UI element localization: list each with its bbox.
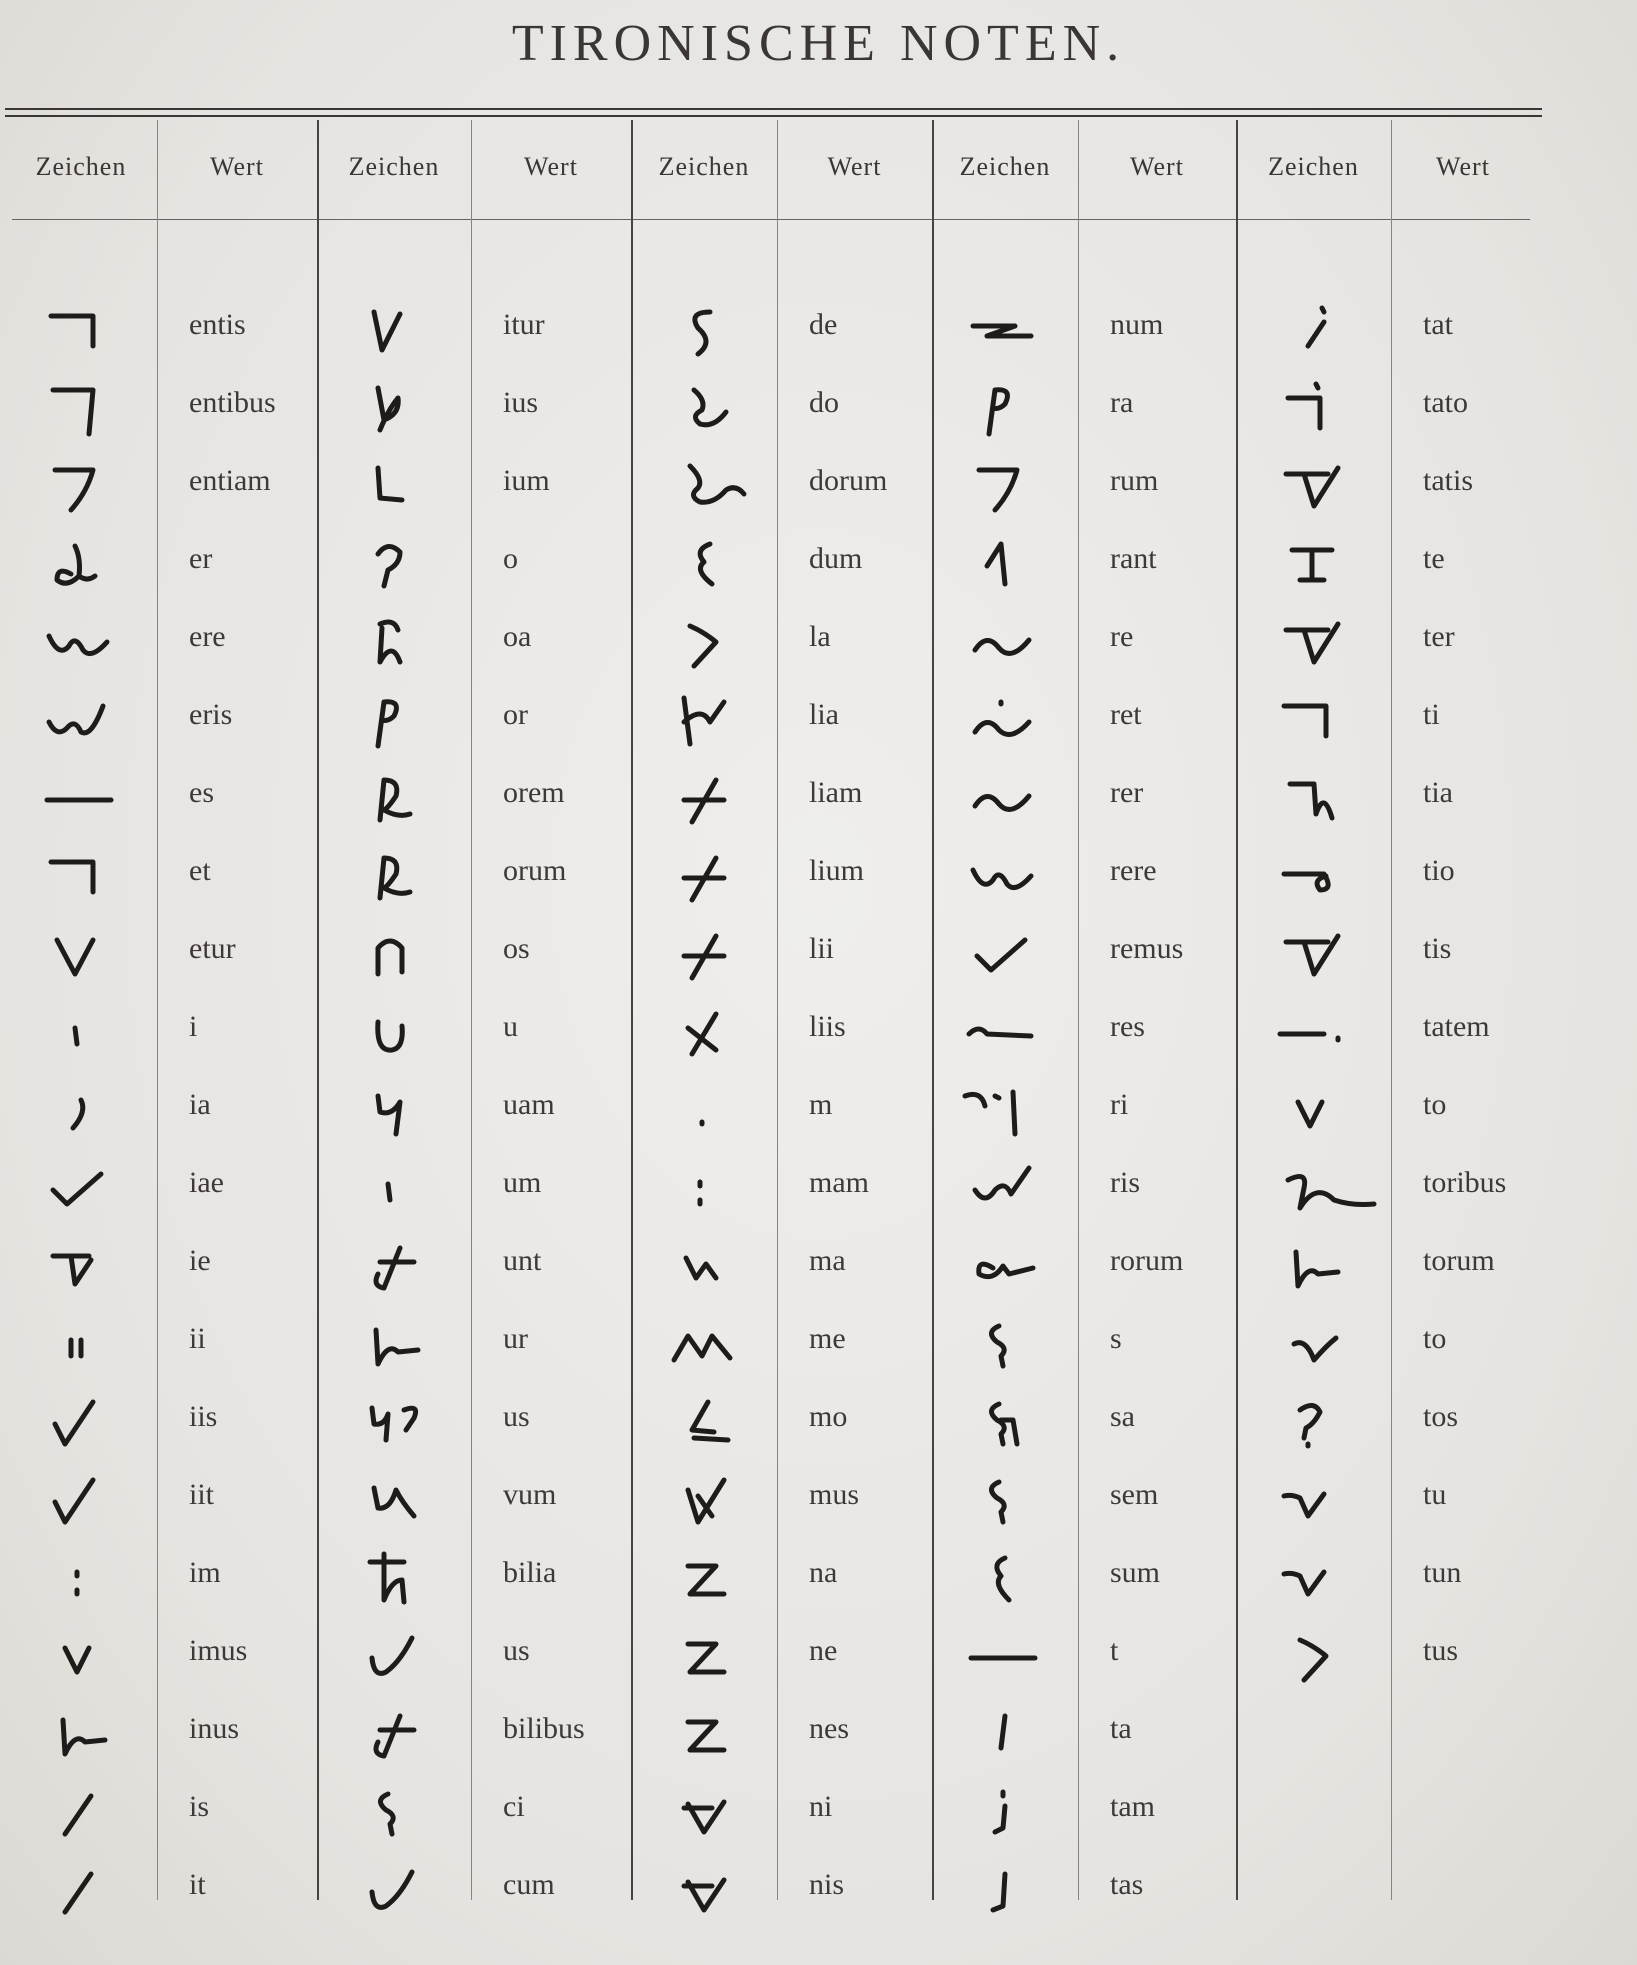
tironian-sign-y-curve [319, 1470, 469, 1534]
wert-value: inus [189, 1712, 240, 1745]
wert-value: orem [503, 776, 565, 809]
wert-value: de [809, 308, 838, 341]
wert-value: es [189, 776, 214, 809]
tironian-sign-check-tall [6, 1392, 156, 1456]
header-wert: Wert [524, 152, 578, 181]
tironian-sign-p-hook [319, 690, 469, 754]
wert-value: orum [503, 854, 567, 887]
wert-value: rant [1110, 542, 1157, 575]
tironian-sign-t-v [1239, 924, 1389, 988]
tironian-sign-corner-hook [6, 300, 156, 364]
tironian-sign-tick [6, 1002, 156, 1066]
wert-value: itur [503, 308, 545, 341]
tironian-sign-wave-loop [6, 612, 156, 676]
wert-value: iit [189, 1478, 215, 1511]
tironian-sign-s-shape [629, 300, 779, 364]
wert-value: m [809, 1088, 833, 1121]
tironian-sign-small-curve [6, 1080, 156, 1144]
tironian-sign-wave-loop [930, 846, 1080, 910]
wert-value: ris [1110, 1166, 1140, 1199]
tironian-sign-check-round [319, 1626, 469, 1690]
tironian-sign-t-v [1239, 456, 1389, 520]
tironian-sign-m-zigzag [629, 1314, 779, 1378]
wert-value: tio [1423, 854, 1455, 887]
wert-value: t [1110, 1634, 1119, 1667]
tironian-sign-tilde [930, 612, 1080, 676]
wert-value: eris [189, 698, 233, 731]
tironian-sign-brace [629, 534, 779, 598]
wert-value: bilibus [503, 1712, 585, 1745]
wert-value: us [503, 1400, 530, 1433]
wert-value: us [503, 1634, 530, 1667]
tironian-sign-d-cross [319, 1704, 469, 1768]
wert-value: torum [1423, 1244, 1495, 1277]
header-zeichen: Zeichen [959, 152, 1051, 181]
tironian-sign-question-dot [1239, 1392, 1389, 1456]
wert-value: re [1110, 620, 1134, 653]
wert-value: tas [1110, 1868, 1144, 1901]
tironian-sign-seven [629, 612, 779, 676]
tironian-sign-colon [629, 1158, 779, 1222]
tironian-sign-h-bar [319, 1548, 469, 1612]
tironian-sign-b-loop [629, 378, 779, 442]
wert-value: ter [1423, 620, 1455, 653]
wert-value: remus [1110, 932, 1184, 965]
tironian-sign-z [629, 1548, 779, 1612]
tironian-sign-t-v [1239, 612, 1389, 676]
wert-value: iis [189, 1400, 218, 1433]
wert-value: er [189, 542, 213, 575]
header-wert: Wert [827, 152, 882, 181]
tironian-sign-check-round [319, 1860, 469, 1924]
tironian-sign-v-wave [1239, 1470, 1389, 1534]
wert-value: im [189, 1556, 221, 1589]
wert-value: o [503, 542, 518, 575]
wert-value: to [1423, 1088, 1447, 1121]
wert-value: liis [809, 1010, 846, 1043]
tironian-sign-v-cross [629, 1782, 779, 1846]
tironian-sign-question [319, 534, 469, 598]
tironian-sign-p-loop [319, 768, 469, 832]
tironian-sign-seven-curve [6, 456, 156, 520]
tironian-sign-colon [6, 1548, 156, 1612]
tironian-sign-cup [319, 1002, 469, 1066]
header-wert: Wert [1130, 152, 1184, 181]
wert-value: me [809, 1322, 846, 1355]
tironian-sign-seven-curve [930, 456, 1080, 520]
wert-value: tos [1423, 1400, 1459, 1433]
wert-value: ma [809, 1244, 846, 1277]
tironian-sign-check-tall [6, 1470, 156, 1534]
tironian-sign-b-curve [319, 378, 469, 442]
wert-value: num [1110, 308, 1164, 341]
wert-value: tu [1423, 1478, 1447, 1511]
wert-value: unt [503, 1244, 542, 1277]
wert-value: ta [1110, 1712, 1132, 1745]
tironian-sign-corner-hook [6, 846, 156, 910]
wert-value: entibus [189, 386, 276, 419]
tironian-sign-d-cross [319, 1236, 469, 1300]
wert-value: tia [1423, 776, 1453, 809]
tironian-sign-dash-dot [1239, 1002, 1389, 1066]
wert-value: uam [503, 1088, 555, 1121]
tironian-sign-seven [1239, 1626, 1389, 1690]
tironian-sign-b-loop-long [629, 456, 779, 520]
wert-value: ret [1110, 698, 1142, 731]
wert-value: to [1423, 1322, 1447, 1355]
wert-value: tatis [1423, 464, 1473, 497]
tironian-sign-z [629, 1704, 779, 1768]
tironian-sign-bracket-one [930, 1080, 1080, 1144]
wert-value: ci [503, 1790, 525, 1823]
tironian-sign-d-loop [6, 534, 156, 598]
wert-value: dorum [809, 464, 888, 497]
column-divider [1391, 120, 1392, 1900]
tironian-sign-cross-slant [629, 924, 779, 988]
header-zeichen: Zeichen [658, 152, 750, 181]
wert-value: ra [1110, 386, 1134, 419]
wert-value: entiam [189, 464, 271, 497]
tironian-sign-check [6, 1158, 156, 1222]
tironian-sign-tilde-dot [930, 690, 1080, 754]
wert-value: etur [189, 932, 236, 965]
tironian-sign-dash [930, 1626, 1080, 1690]
wert-value: dum [809, 542, 863, 575]
wert-value: iae [189, 1166, 224, 1199]
wert-value: entis [189, 308, 246, 341]
wert-value: tus [1423, 1634, 1459, 1667]
wert-value: lia [809, 698, 839, 731]
wert-value: rorum [1110, 1244, 1184, 1277]
wert-value: sem [1110, 1478, 1159, 1511]
wert-value: rere [1110, 854, 1157, 887]
tironian-sign-tick-tall [930, 1704, 1080, 1768]
wert-value: ia [189, 1088, 211, 1121]
tironian-sign-j [930, 1860, 1080, 1924]
wert-value: na [809, 1556, 838, 1589]
tironian-sign-n-small [629, 1236, 779, 1300]
tironian-sign-w-loop [6, 690, 156, 754]
header-wert: Wert [210, 152, 264, 181]
tironian-sign-p-hook [930, 378, 1080, 442]
tironian-sign-one-hook [930, 534, 1080, 598]
wert-value: it [189, 1868, 206, 1901]
tironian-sign-wave-flat [930, 1002, 1080, 1066]
wert-value: or [503, 698, 528, 731]
wert-value: ium [503, 464, 550, 497]
tironian-sign-h-loop [319, 1314, 469, 1378]
tironian-sign-y-shape [319, 1080, 469, 1144]
tironian-sign-h-long [1239, 1158, 1389, 1222]
top-rule-double [5, 115, 1542, 117]
tironian-sign-y-question [319, 1392, 469, 1456]
wert-value: rum [1110, 464, 1159, 497]
wert-value: tun [1423, 1556, 1462, 1589]
tironian-sign-v-small [6, 1626, 156, 1690]
tironian-sign-slash [6, 1860, 156, 1924]
wert-value: sa [1110, 1400, 1135, 1433]
wert-value: oa [503, 620, 532, 653]
tironian-sign-v-wave [1239, 1548, 1389, 1612]
column-divider [471, 120, 472, 1900]
wert-value: ne [809, 1634, 838, 1667]
tironian-sign-s-h [930, 1392, 1080, 1456]
tironian-sign-p-loop [319, 846, 469, 910]
tironian-sign-v-small [1239, 1080, 1389, 1144]
wert-value: mo [809, 1400, 848, 1433]
wert-value: ri [1110, 1088, 1129, 1121]
wert-value: ii [189, 1322, 206, 1355]
wert-value: lium [809, 854, 865, 887]
tironian-sign-tick [319, 1158, 469, 1222]
tironian-sign-slash [6, 1782, 156, 1846]
tironian-sign-corner-hook [1239, 690, 1389, 754]
wert-value: tat [1423, 308, 1453, 341]
tironian-sign-z-flat [930, 300, 1080, 364]
wert-value: ie [189, 1244, 211, 1277]
wert-value: nes [809, 1712, 849, 1745]
wert-value: et [189, 854, 211, 887]
header-wert: Wert [1436, 152, 1490, 181]
wert-value: ere [189, 620, 226, 653]
wert-value: ur [503, 1322, 528, 1355]
tironian-sign-x-slant [629, 1002, 779, 1066]
wert-value: ni [809, 1790, 833, 1823]
wert-value: la [809, 620, 831, 653]
tironian-sign-s-hook [319, 1782, 469, 1846]
tironian-sign-dash [6, 768, 156, 832]
header-zeichen: Zeichen [35, 152, 127, 181]
wert-value: rer [1110, 776, 1144, 809]
wert-value: mus [809, 1478, 860, 1511]
tironian-sign-check [930, 924, 1080, 988]
wert-value: te [1423, 542, 1445, 575]
wert-value: sum [1110, 1556, 1161, 1589]
tironian-sign-r-wave [1239, 1314, 1389, 1378]
wert-value: os [503, 932, 530, 965]
wert-value: tatem [1423, 1010, 1490, 1043]
wert-value: toribus [1423, 1166, 1507, 1199]
tironian-sign-check-wave [930, 1158, 1080, 1222]
tironian-sign-brace-s [930, 1548, 1080, 1612]
page-title: TIRONISCHE NOTEN. [511, 15, 1126, 72]
wert-value: ius [503, 386, 539, 419]
wert-value: imus [189, 1634, 248, 1667]
tironian-sign-dash-loop [1239, 846, 1389, 910]
tironian-sign-arch [319, 924, 469, 988]
wert-value: u [503, 1010, 518, 1043]
wert-value: tis [1423, 932, 1452, 965]
header-zeichen: Zeichen [348, 152, 440, 181]
column-divider [157, 120, 158, 1900]
wert-value: lii [809, 932, 835, 965]
tironian-sign-corner-tall [6, 378, 156, 442]
wert-value: um [503, 1166, 542, 1199]
tironian-sign-s-hook [930, 1314, 1080, 1378]
tironian-sign-slash-dot [1239, 300, 1389, 364]
tironian-sign-h-loop [6, 1704, 156, 1768]
tironian-sign-a-wave [930, 1236, 1080, 1300]
tironian-sign-j-dot [930, 1782, 1080, 1846]
wert-value: do [809, 386, 839, 419]
tironian-sign-h-loop [1239, 1236, 1389, 1300]
wert-value: nis [809, 1868, 845, 1901]
wert-value: i [189, 1010, 198, 1043]
wert-value: liam [809, 776, 863, 809]
tironian-sign-cross-slant [629, 768, 779, 832]
wert-value: tato [1423, 386, 1468, 419]
wert-value: s [1110, 1322, 1122, 1355]
wert-value: cum [503, 1868, 555, 1901]
header-zeichen: Zeichen [1268, 152, 1359, 181]
tironian-sign-v-cross [629, 1860, 779, 1924]
wert-value: tam [1110, 1790, 1155, 1823]
wert-value: is [189, 1790, 210, 1823]
tironian-sign-l-hook [319, 456, 469, 520]
wert-value: mam [809, 1166, 869, 1199]
wert-value: vum [503, 1478, 557, 1511]
tironian-sign-v [6, 924, 156, 988]
tironian-sign-t-bar [1239, 534, 1389, 598]
tironian-sign-corner-dot [1239, 378, 1389, 442]
top-rule [5, 108, 1542, 110]
header-rule [12, 219, 1530, 220]
wert-value: bilia [503, 1556, 557, 1589]
tironian-sign-t-loop [1239, 768, 1389, 832]
tironian-sign-h-cross [629, 690, 779, 754]
tironian-sign-t-check [6, 1236, 156, 1300]
tironian-sign-z-brace [629, 1392, 779, 1456]
tironian-sign-dot [629, 1080, 779, 1144]
tironian-sign-h-hook [319, 612, 469, 676]
tironian-sign-z [629, 1626, 779, 1690]
tironian-sign-double-tick [6, 1314, 156, 1378]
tironian-sign-cross-slant [629, 846, 779, 910]
wert-value: ti [1423, 698, 1440, 731]
wert-value: res [1110, 1010, 1145, 1043]
tironian-sign-s-hook [930, 1470, 1080, 1534]
tironian-sign-tilde [930, 768, 1080, 832]
tironian-sign-w-check [629, 1470, 779, 1534]
tironian-sign-v-lean [319, 300, 469, 364]
